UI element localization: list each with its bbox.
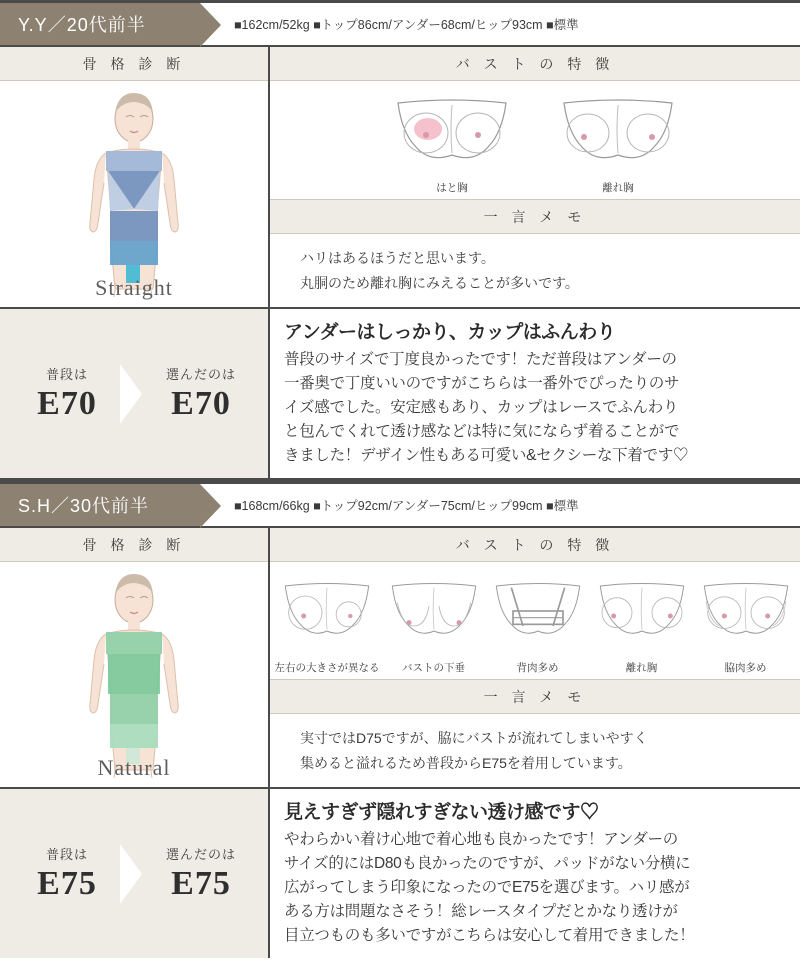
comment-line: と包んでくれて透け感などは特に気にならず着ることがで	[284, 423, 680, 441]
body-figure-1	[0, 81, 268, 307]
reviewer-specs-2: ■168cm/66kg ■トップ92cm/アンダー75cm/ヒップ99cm ■標準	[234, 499, 579, 514]
memo-line: 集めると溢れるため普段からE75を着用しています。	[300, 754, 632, 771]
comment-1	[270, 309, 800, 478]
bust-column-2	[270, 528, 800, 787]
memo-line: 実寸ではD75ですが、脇にバストが流れてしまいやすく	[300, 730, 648, 747]
bust-type-label: 離れ胸	[625, 662, 658, 675]
usual-size-label: 普段は	[45, 847, 88, 863]
chosen-size-label: 選んだのは	[165, 367, 236, 383]
usual-size-value: E75	[37, 865, 97, 903]
bust-type-item	[488, 574, 588, 675]
bust-type-item	[696, 574, 796, 675]
comment-line: サイズ的にはD80も良かったのですが、パッドがない分横に	[284, 855, 691, 873]
skeleton-type-1: Straight	[95, 275, 173, 300]
bust-column-1	[270, 47, 800, 307]
bust-hatomune-icon	[382, 93, 522, 178]
bust-side-fat-icon	[696, 574, 796, 658]
memo-title-1: 一 言 メ モ	[270, 199, 800, 234]
comment-line: 広がってしまう印象になったのでE75を選びます。ハリ感が	[284, 879, 690, 897]
skeleton-title-1: 骨 格 診 断	[0, 47, 268, 81]
bust-type-item	[382, 93, 522, 195]
memo-line: 丸胴のため離れ胸にみえることが多いです。	[300, 274, 579, 291]
comment-line: 目立つものも多いですがこちらは安心して着用できました！	[284, 927, 695, 945]
skeleton-title-2: 骨 格 診 断	[0, 528, 268, 562]
usual-size-2	[0, 836, 134, 911]
comment-line: 普段のサイズで丁度良かったです！ただ普段はアンダーの	[284, 351, 677, 368]
bust-hanarebune-icon	[548, 93, 688, 178]
comment-2	[270, 789, 800, 958]
size-comparison-1	[0, 309, 270, 478]
skeleton-column-1	[0, 47, 270, 307]
bust-type-label: はと胸	[436, 182, 468, 194]
comment-line: きました！デザイン性もある可愛い&セクシーな下着です♡	[284, 447, 689, 465]
memo-body-1	[270, 234, 800, 307]
bust-type-label: バストの下垂	[402, 662, 465, 675]
usual-size-value: E70	[37, 385, 97, 423]
bust-type-item	[548, 93, 688, 195]
memo-line: ハリはあるほうだと思います。	[300, 250, 495, 266]
reviewer-name-2: S.H／30代前半	[18, 496, 150, 517]
bust-sagging-icon	[384, 574, 484, 658]
reviewer-name-1: Y.Y／20代前半	[18, 15, 146, 35]
comment-line: ある方は問題なさそう！総レースタイプだとかなり透けが	[284, 903, 678, 921]
bust-type-list-2	[270, 562, 800, 679]
bust-back-fat-icon	[488, 574, 588, 658]
body-illustration-natural-icon	[44, 568, 224, 778]
bust-type-label: 背肉多め	[516, 662, 559, 675]
comment-body	[284, 348, 788, 468]
memo-title-2: 一 言 メ モ	[270, 679, 800, 714]
review-upper-1	[0, 47, 800, 309]
skeleton-type-2: Natural	[97, 755, 171, 781]
comment-title: 見えすぎず隠れすぎない透け感です♡	[284, 802, 599, 824]
reviewer-tag-1	[0, 3, 200, 45]
comment-line: 一番奥で丁度いいのですがこちらは一番外でぴったりのサ	[284, 375, 680, 393]
chosen-size-value: E75	[171, 865, 231, 903]
usual-size-1	[0, 356, 134, 431]
comment-line: イズ感でした。安定感もあり、カップはレースでふんわり	[284, 399, 679, 417]
size-comparison-2	[0, 789, 270, 958]
skeleton-column-2	[0, 528, 270, 787]
review-header-2	[0, 484, 800, 528]
reviewer-tag-2	[0, 484, 200, 526]
chosen-size-2	[134, 836, 268, 911]
body-figure-2	[0, 562, 268, 787]
bust-wide-set-icon	[592, 574, 692, 658]
comment-body	[284, 828, 788, 948]
bust-asymmetry-icon	[277, 574, 377, 658]
review-lower-2	[0, 789, 800, 958]
bust-type-label: 左右の大きさが異なる	[274, 662, 380, 675]
bust-type-label: 離れ胸	[602, 182, 634, 194]
bust-title-2: バ ス ト の 特 徴	[270, 528, 800, 562]
bust-title-1: バ ス ト の 特 徴	[270, 47, 800, 81]
bust-type-item	[592, 574, 692, 675]
chosen-size-value: E70	[171, 385, 231, 423]
bust-type-item	[275, 574, 380, 675]
chosen-size-1	[134, 356, 268, 431]
bust-type-item	[384, 574, 484, 675]
bust-type-list-1	[270, 81, 800, 199]
comment-title: アンダーはしっかり、カップはふんわり	[284, 322, 616, 343]
review-upper-2	[0, 528, 800, 789]
reviewer-specs-1: ■162cm/52kg ■トップ86cm/アンダー68cm/ヒップ93cm ■標準	[234, 18, 579, 32]
memo-body-2	[270, 714, 800, 787]
usual-size-label: 普段は	[45, 367, 88, 383]
bust-type-label: 脇肉多め	[724, 662, 767, 675]
comment-line: やわらかい着け心地で着心地も良かったです！アンダーの	[284, 831, 678, 849]
review-header-1	[0, 3, 800, 47]
body-illustration-straight-icon	[44, 87, 224, 297]
chosen-size-label: 選んだのは	[165, 847, 236, 863]
review-lower-1	[0, 309, 800, 481]
review-card-2	[0, 481, 800, 958]
